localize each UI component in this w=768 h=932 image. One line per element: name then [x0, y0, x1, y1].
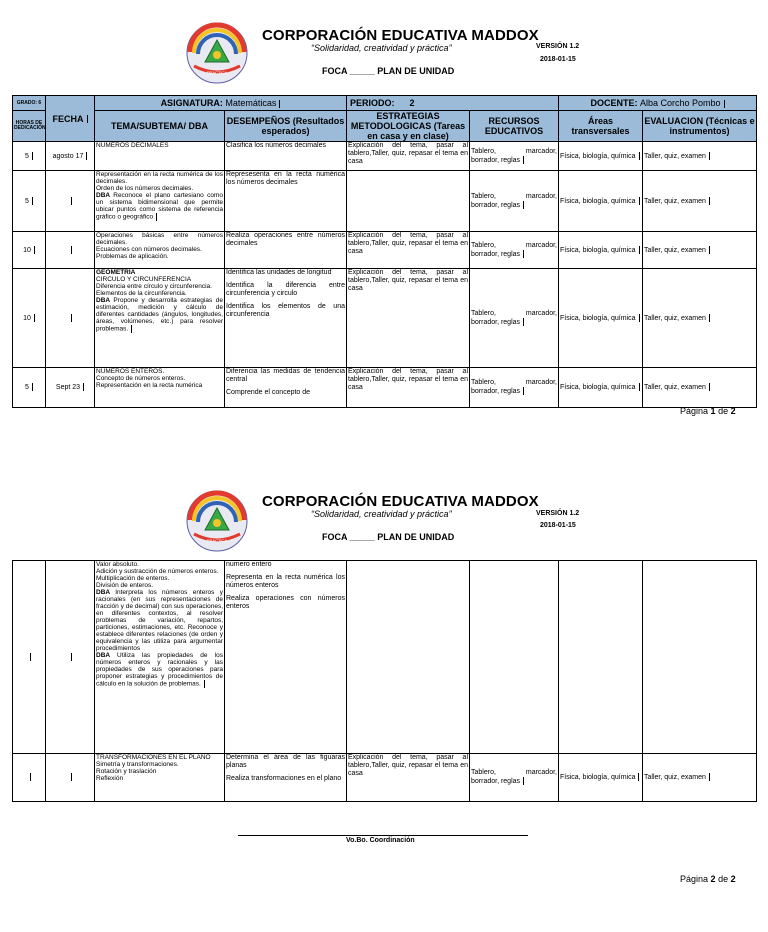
- docente-cell: [559, 96, 757, 111]
- table-row: [13, 232, 757, 269]
- cell-text: Explicación del tema, pasar al tablero,Taller, quiz, repasar el tema en casa: [348, 368, 468, 391]
- tema-cell[interactable]: [95, 269, 225, 368]
- areas-cell[interactable]: [559, 171, 643, 232]
- foca-line: FOCA _____ PLAN DE UNIDAD: [322, 66, 455, 76]
- unit-plan-table-continued: [12, 560, 757, 802]
- tema-line: DBA Propone y desarrolla estrategias de estimación, medición y cálculo de diferentes cantidades (ángulos, longitudes, áreas, volúmenes, etc.) para resolver problemas.: [96, 297, 223, 333]
- version-label: VERSIÓN 1.2: [536, 510, 580, 517]
- tema-line: TRANSFORMACIONES EN EL PLANO: [96, 754, 211, 761]
- fecha-cell[interactable]: [46, 171, 95, 232]
- horas-header: HORAS DE DEDICACIÓN: [13, 111, 46, 142]
- cell-text: Taller, quiz, examen: [644, 152, 706, 160]
- tema-line: Representación en la recta numérica: [96, 382, 203, 389]
- cell-text: Tablero, marcador, borrador, reglas: [471, 379, 558, 395]
- estrategias-cell[interactable]: [347, 142, 470, 171]
- table-body-page-1: [13, 142, 757, 408]
- tema-line: Problemas de aplicación.: [96, 253, 169, 260]
- foca-line: FOCA _____ PLAN DE UNIDAD: [322, 532, 455, 542]
- tema-line: CIRCULO Y CIRCUNFERENCIA: [96, 276, 192, 283]
- desempeno-line: Comprende el concepto de: [226, 389, 311, 396]
- recursos-cell[interactable]: [470, 561, 559, 754]
- tema-line: DBA Utiliza las propiedades de los números enteros y racionales y las propiedades de sus operaciones para proponer estrategias y procedimientos de cálculo en la solución de problemas.: [96, 652, 223, 688]
- page-number-1: Página 1 de 2: [680, 406, 736, 416]
- tema-line: Valor absoluto.: [96, 561, 139, 568]
- evaluacion-cell[interactable]: [643, 171, 757, 232]
- areas-cell[interactable]: [559, 142, 643, 171]
- recursos-cell[interactable]: [470, 368, 559, 408]
- estrategias-cell[interactable]: [347, 171, 470, 232]
- estrategias-cell[interactable]: [347, 754, 470, 802]
- document-title: CORPORACIÓN EDUCATIVA MADDOX: [262, 27, 539, 44]
- horas-cell[interactable]: [13, 368, 46, 408]
- evaluacion-cell[interactable]: [643, 142, 757, 171]
- desempeno-line: Determina el área de las figuaras planas: [226, 754, 345, 769]
- areas-cell[interactable]: [559, 754, 643, 802]
- tema-line: Simetría y transformaciones.: [96, 761, 179, 768]
- tema-line: Operaciones básicas entre números decimales.: [96, 232, 223, 246]
- tema-line: División de enteros.: [96, 582, 154, 589]
- estrategias-cell[interactable]: [347, 232, 470, 269]
- periodo-value[interactable]: 2: [409, 98, 415, 108]
- evaluacion-cell[interactable]: [643, 269, 757, 368]
- recursos-cell[interactable]: [470, 142, 559, 171]
- tema-line: Multiplicación de enteros.: [96, 575, 170, 582]
- areas-header: Áreas transversales: [559, 111, 643, 142]
- motto: “Solidaridad, creatividad y práctica”: [311, 43, 452, 53]
- table-body-page-2: [13, 561, 757, 802]
- areas-cell[interactable]: [559, 561, 643, 754]
- table-row: [13, 368, 757, 408]
- horas-cell[interactable]: [13, 171, 46, 232]
- cell-text: Sept 23: [55, 383, 81, 391]
- document-page-2: [0, 470, 768, 932]
- tema-cell[interactable]: [95, 754, 225, 802]
- tema-cell[interactable]: [95, 368, 225, 408]
- cell-text: Explicación del tema, pasar al tablero,Taller, quiz, repasar el tema en casa: [348, 142, 468, 165]
- cell-text: 5: [25, 152, 29, 160]
- desempenos-header: DESEMPEÑOS (Resultados esperados): [225, 111, 347, 142]
- tema-header: TEMA/SUBTEMA/ DBA: [95, 111, 225, 142]
- cell-text: 10: [23, 314, 31, 322]
- estrategias-cell[interactable]: [347, 368, 470, 408]
- evaluacion-cell[interactable]: [643, 561, 757, 754]
- logo-text: PRACTICA: [206, 538, 228, 543]
- areas-cell[interactable]: [559, 368, 643, 408]
- cell-text: Explicación del tema, pasar al tablero,Taller, quiz, repasar el tema en casa: [348, 754, 468, 777]
- tema-line: Elementos de la circunferencia.: [96, 290, 187, 297]
- estrategias-cell[interactable]: [347, 269, 470, 368]
- tema-line: NÚMEROS ENTEROS.: [96, 368, 165, 375]
- info-header-row: [13, 96, 757, 111]
- recursos-cell[interactable]: [470, 171, 559, 232]
- cell-text: Tablero, marcador, borrador, reglas: [471, 769, 557, 785]
- tema-line: DBA Interpreta los números enteros y racionales (en sus representaciones de fracción y de decimal) con sus operaciones, en diferentes contextos, al resolver problemas de variación, repartos, particiones, estimaciones, etc. Reconoce y establece diferentes relaciones (de orden y equivalencia y las utiliza para argumentar procedimientos: [96, 589, 223, 652]
- school-logo: [186, 490, 248, 552]
- cell-text: Explicación del tema, pasar al tablero,Taller, quiz, repasar el tema en casa: [348, 232, 468, 255]
- tema-cell[interactable]: [95, 142, 225, 171]
- fecha-header: FECHA: [46, 96, 95, 142]
- unit-plan-table: [12, 95, 757, 408]
- version-date: 2018-01-15: [540, 522, 576, 529]
- cell-text: 10: [23, 246, 31, 254]
- fecha-cell[interactable]: [46, 368, 95, 408]
- version-label: VERSIÓN 1.2: [536, 43, 580, 50]
- version-date: 2018-01-15: [540, 56, 576, 63]
- asignatura-label: ASIGNATURA:: [160, 98, 223, 108]
- evaluacion-cell[interactable]: [643, 368, 757, 408]
- tema-line: NUMEROS DECIMALES: [96, 142, 169, 149]
- desempeno-line: numero entero: [226, 561, 272, 568]
- horas-cell[interactable]: [13, 269, 46, 368]
- desempenos-cell[interactable]: [225, 232, 347, 269]
- horas-cell[interactable]: [13, 754, 46, 802]
- desempenos-cell[interactable]: [225, 171, 347, 232]
- recursos-header: RECURSOS EDUCATIVOS: [470, 111, 559, 142]
- table-row: [13, 561, 757, 754]
- cell-text: Taller, quiz, examen: [644, 197, 706, 205]
- recursos-cell[interactable]: [470, 754, 559, 802]
- document-title: CORPORACIÓN EDUCATIVA MADDOX: [262, 493, 539, 510]
- signature-line: [238, 835, 528, 836]
- evaluacion-header: EVALUACION (Técnicas e instrumentos): [643, 111, 757, 142]
- tema-line: Adición y sustracción de números enteros.: [96, 568, 219, 575]
- tema-line: Ecuaciones con números decimales.: [96, 246, 202, 253]
- desempeno-line: Realiza operaciones con números enteros: [226, 595, 345, 610]
- logo-text: PRACTICA: [206, 70, 228, 75]
- cell-text: agosto 17: [52, 152, 84, 160]
- table-row: [13, 269, 757, 368]
- cell-text: Física, biología, química: [560, 152, 636, 160]
- desempenos-cell[interactable]: [225, 368, 347, 408]
- desempeno-line: Identifica la diferencia entre circunferencia y circulo: [226, 282, 345, 297]
- tema-line: Diferencia entre círculo y circunferencia.: [96, 283, 212, 290]
- horas-cell[interactable]: [13, 561, 46, 754]
- areas-cell[interactable]: [559, 232, 643, 269]
- periodo-cell: [347, 96, 559, 111]
- motto: “Solidaridad, creatividad y práctica”: [311, 509, 452, 519]
- periodo-label: PERIODO:: [350, 98, 395, 108]
- cell-text: Física, biología, química: [560, 773, 636, 781]
- desempenos-cell[interactable]: [225, 561, 347, 754]
- desempenos-cell[interactable]: [225, 269, 347, 368]
- desempeno-line: Realiza operaciones entre números decimales: [226, 232, 345, 247]
- column-header-row: [13, 111, 757, 142]
- cell-text: 5: [25, 197, 29, 205]
- desempenos-cell[interactable]: [225, 142, 347, 171]
- horas-cell[interactable]: [13, 142, 46, 171]
- desempeno-line: Clasifica los números decimales: [226, 142, 326, 149]
- fecha-cell[interactable]: [46, 754, 95, 802]
- signature-label: Vo.Bo. Coordinación: [346, 837, 415, 844]
- evaluacion-cell[interactable]: [643, 232, 757, 269]
- tema-cell[interactable]: [95, 561, 225, 754]
- desempeno-line: Identifica los elementos de una circunferencia: [226, 303, 345, 318]
- cell-text: Taller, quiz, examen: [644, 383, 706, 391]
- cell-text: Tablero, marcador, borrador, reglas: [471, 147, 558, 164]
- estrategias-header: ESTRATEGIAS METODOLOGICAS (Tareas en casa y en clase): [347, 111, 470, 142]
- desempeno-line: Realiza transformaciones en el plano: [226, 775, 342, 782]
- cell-text: Física, biología, química: [560, 383, 636, 391]
- grado-label: GRADO: 6: [13, 96, 46, 111]
- cell-text: Taller, quiz, examen: [644, 246, 706, 254]
- desempeno-line: Representa en la recta numérica los números enteros: [226, 574, 345, 589]
- recursos-cell[interactable]: [470, 232, 559, 269]
- areas-cell[interactable]: [559, 269, 643, 368]
- desempeno-line: Represesenta en la recta numérica los números decimales: [226, 171, 345, 186]
- tema-line: Concepto de números enteros.: [96, 375, 186, 382]
- cell-text: Física, biología, química: [560, 314, 636, 322]
- tema-line: Orden de los números decimales.: [96, 185, 194, 192]
- recursos-cell[interactable]: [470, 269, 559, 368]
- page-number-2: Página 2 de 2: [680, 874, 736, 884]
- cell-text: 5: [25, 383, 29, 391]
- tema-line: Reflexión: [96, 775, 124, 782]
- table-row: [13, 754, 757, 802]
- fecha-cell[interactable]: [46, 269, 95, 368]
- cell-text: Física, biología, química: [560, 246, 636, 254]
- asignatura-value[interactable]: Matemáticas: [225, 98, 277, 108]
- school-logo: [186, 22, 248, 84]
- horas-cell[interactable]: [13, 232, 46, 269]
- table-row: [13, 171, 757, 232]
- desempeno-line: Diferencia las medidas de tendencia central: [226, 368, 345, 383]
- fecha-cell[interactable]: [46, 142, 95, 171]
- desempeno-line: Identifica las unidades de longitud: [226, 269, 332, 276]
- cell-text: Física, biología, química: [560, 197, 636, 205]
- docente-label: DOCENTE:: [590, 98, 638, 108]
- tema-line: Rotación y traslación: [96, 768, 157, 775]
- docente-value[interactable]: Alba Corcho Pombo: [640, 98, 721, 108]
- desempenos-cell[interactable]: [225, 754, 347, 802]
- fecha-cell[interactable]: [46, 561, 95, 754]
- cell-text: Taller, quiz, examen: [644, 314, 706, 322]
- cell-text: Tablero, marcador, borrador, reglas: [471, 309, 558, 326]
- tema-line: DBA Reconoce el plano cartesiano como un sistema bidimensional que permite ubicar puntos como sistema de referencia gráfico o geográfico: [96, 192, 223, 221]
- evaluacion-cell[interactable]: [643, 754, 757, 802]
- cell-text: Tablero, marcador, borrador, reglas: [471, 192, 558, 209]
- tema-line: GEOMETRÍA: [96, 269, 136, 276]
- table-row: [13, 142, 757, 171]
- cell-text: Taller, quiz, examen: [644, 773, 706, 781]
- tema-line: Representación en la recta numérica de los decimales.: [96, 171, 223, 185]
- asignatura-cell: [95, 96, 347, 111]
- cell-text: Tablero, marcador, borrador, reglas: [471, 241, 558, 258]
- estrategias-cell[interactable]: [347, 561, 470, 754]
- tema-cell[interactable]: [95, 171, 225, 232]
- tema-cell[interactable]: [95, 232, 225, 269]
- fecha-cell[interactable]: [46, 232, 95, 269]
- cell-text: Explicación del tema, pasar al tablero,Taller, quiz, repasar el tema en casa: [348, 269, 468, 292]
